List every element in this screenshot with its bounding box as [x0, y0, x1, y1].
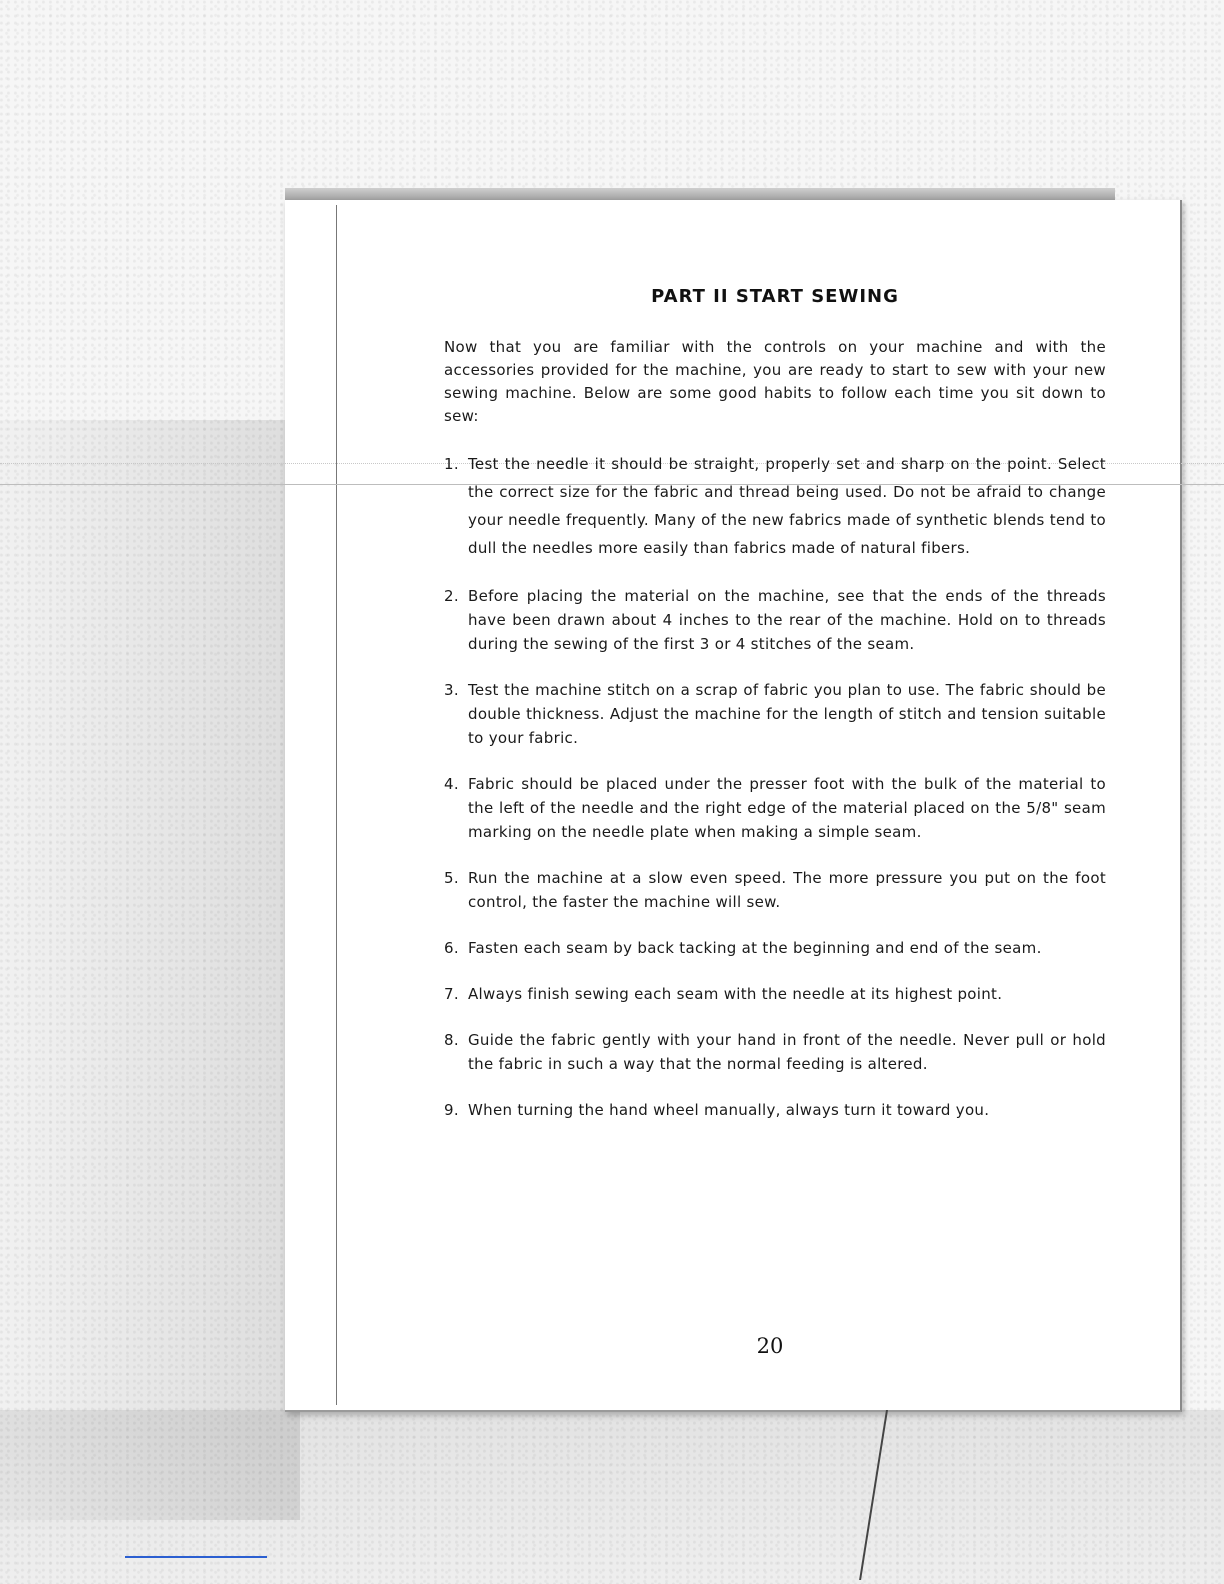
item-number: 7. [444, 985, 459, 1003]
item-text: Before placing the material on the machine, see that the ends of the threads have been drawn about 4 inches to the rear of the machine. Hold on to threads during the sewing of the first 3 or 4 stitches of the seam. [468, 587, 1106, 653]
item-text: Test the needle it should be straight, properly set and sharp on the point. Select the correct size for the fabric and thread being used. Do not be afraid to change your needle frequently. Many of the new fabrics made of synthetic blends tend to dull the needles more easily than fabrics made of natural fibers. [468, 455, 1106, 557]
item-number: 6. [444, 939, 459, 957]
item-number: 2. [444, 587, 459, 605]
item-number: 8. [444, 1031, 459, 1049]
list-item [444, 772, 1106, 844]
page-binding-line [336, 205, 337, 1405]
scan-left-shadow [0, 420, 300, 1520]
page-number: 20 [756, 1334, 784, 1358]
item-number: 5. [444, 869, 459, 887]
item-number: 1. [444, 455, 459, 473]
page-title: PART II START SEWING [651, 286, 899, 307]
item-text: Guide the fabric gently with your hand in front of the needle. Never pull or hold the fabric in such a way that the normal feeding is altered. [468, 1031, 1106, 1073]
blue-underline [125, 1556, 267, 1558]
list-item [444, 450, 1106, 562]
list-item [444, 584, 1106, 656]
list-item [444, 936, 1106, 960]
item-number: 3. [444, 681, 459, 699]
item-text: Always finish sewing each seam with the needle at its highest point. [468, 985, 1003, 1003]
item-text: Test the machine stitch on a scrap of fabric you plan to use. The fabric should be double thickness. Adjust the machine for the length of stitch and tension suitable to your fabric. [468, 681, 1106, 747]
list-item [444, 1098, 1106, 1122]
item-text: Fabric should be placed under the presser foot with the bulk of the material to the left of the needle and the right edge of the material placed on the 5/8" seam marking on the needle plate when making a simple seam. [468, 775, 1106, 841]
item-text: Run the machine at a slow even speed. The more pressure you put on the foot control, the faster the machine will sew. [468, 869, 1106, 911]
list-item [444, 678, 1106, 750]
intro-paragraph: Now that you are familiar with the controls on your machine and with the accessories provided for the machine, you are ready to start to sew with your new sewing machine. Below are some good habits to follow each time you sit down to sew: [444, 338, 1106, 425]
list-item [444, 1028, 1106, 1076]
item-number: 9. [444, 1101, 459, 1119]
item-text: Fasten each seam by back tacking at the beginning and end of the seam. [468, 939, 1042, 957]
list-item [444, 982, 1106, 1006]
sewing-habits-list [444, 450, 1106, 1144]
list-item [444, 866, 1106, 914]
item-text: When turning the hand wheel manually, always turn it toward you. [468, 1101, 990, 1119]
item-number: 4. [444, 775, 459, 793]
